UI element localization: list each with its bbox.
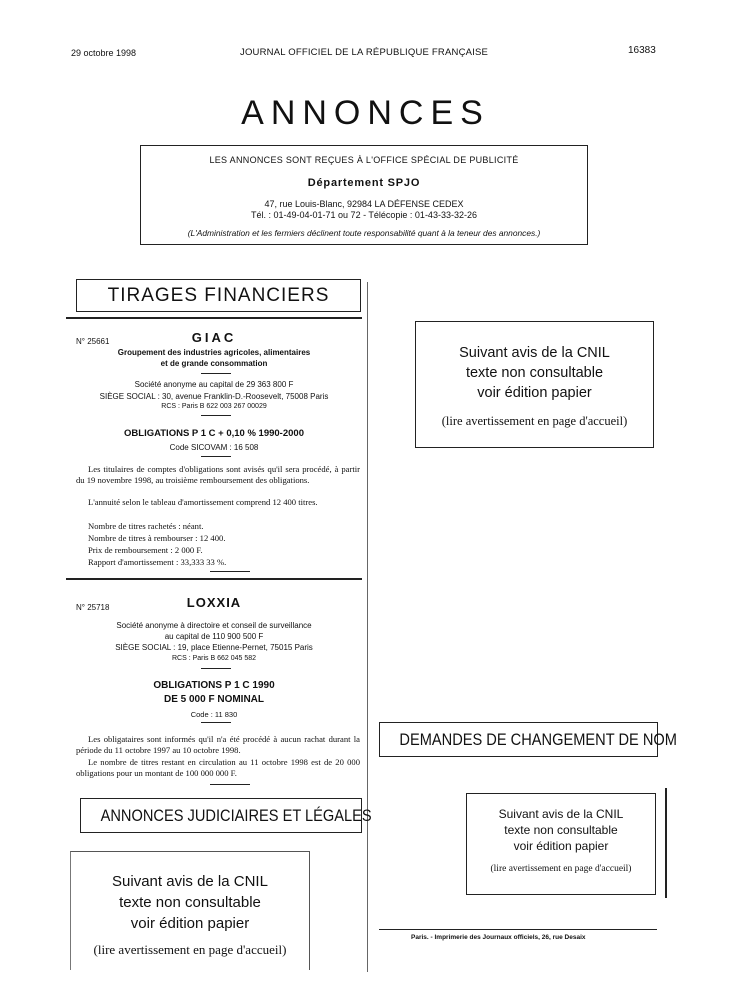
obligations-title: OBLIGATIONS P 1 C + 0,10 % 1990-2000 — [124, 428, 304, 439]
section-heading-judiciaires: ANNONCES JUDICIAIRES ET LÉGALES — [100, 806, 372, 825]
rule — [379, 929, 657, 930]
rule — [210, 784, 250, 785]
company-name: LOXXIA — [186, 595, 242, 610]
cnil-notice-box — [466, 793, 656, 895]
rule — [201, 373, 231, 374]
cnil-line: texte non consultable — [465, 365, 604, 381]
notice-line: Nombre de titres rachetés : néant. — [88, 521, 204, 531]
company-siege: SIÈGE SOCIAL : 30, avenue Franklin-D.-Roosevelt, 75008 Paris — [99, 392, 329, 401]
company-desc: Société anonyme à directoire et conseil de surveillance — [116, 621, 312, 630]
cnil-line: Suivant avis de la CNIL — [498, 807, 624, 821]
page-title: ANNONCES — [241, 94, 490, 132]
notice-number: N° 25718 — [76, 603, 110, 612]
info-line: LES ANNONCES SONT REÇUES À L'OFFICE SPÉCIAL DE PUBLICITÉ — [209, 155, 519, 165]
company-rcs: RCS : Paris B 662 045 582 — [171, 655, 257, 662]
rule — [201, 456, 231, 457]
company-capital: Société anonyme au capital de 29 363 800 F — [134, 380, 294, 389]
notice-paragraph: L'annuité selon le tableau d'amortissement comprend 12 400 titres. — [88, 497, 318, 507]
company-desc: Groupement des industries agricoles, alimentaires — [117, 348, 311, 357]
section-heading-tirages-box — [76, 279, 361, 312]
address: 47, rue Louis-Blanc, 92984 LA DÉFENSE CEDEX — [264, 199, 464, 209]
section-heading-changement-nom-box — [379, 722, 677, 757]
submission-info-box — [140, 145, 588, 245]
rule — [210, 571, 250, 572]
obligations-subtitle: DE 5 000 F NOMINAL — [163, 694, 265, 705]
cnil-line: Suivant avis de la CNIL — [459, 345, 610, 361]
margin-bar — [665, 788, 667, 898]
cnil-line: texte non consultable — [119, 894, 261, 911]
company-desc: et de grande consommation — [160, 359, 268, 368]
column-divider — [367, 282, 368, 972]
cnil-note: (lire avertissement en page d'accueil) — [441, 414, 628, 428]
cnil-line: voir édition papier — [130, 915, 250, 932]
company-capital: au capital de 110 900 500 F — [164, 632, 264, 641]
journal-name: JOURNAL OFFICIEL DE LA RÉPUBLIQUE FRANÇAISE — [240, 47, 489, 58]
rule — [201, 668, 231, 669]
rule — [201, 722, 231, 723]
company-siege: SIÈGE SOCIAL : 19, place Etienne-Pernet, 75015 Paris — [115, 643, 313, 652]
company-name: GIAC — [191, 330, 237, 345]
cnil-note: (lire avertissement en page d'accueil) — [93, 942, 287, 957]
cnil-line: Suivant avis de la CNIL — [112, 873, 268, 890]
printer-imprint: Paris. - Imprimerie des Journaux officiels, 26, rue Desaix — [411, 934, 586, 941]
obligations-code: Code : 11 830 — [190, 710, 238, 719]
notice-line: Prix de remboursement : 2 000 F. — [88, 545, 203, 555]
cnil-line: voir édition papier — [477, 385, 592, 401]
section-heading-tirages: TIRAGES FINANCIERS — [107, 285, 330, 306]
rule — [66, 578, 362, 580]
notice-number: N° 25661 — [76, 337, 110, 346]
rule — [66, 317, 362, 319]
company-rcs: RCS : Paris B 622 003 267 00029 — [161, 403, 267, 410]
cnil-line: voir édition papier — [513, 839, 609, 853]
notice-line: Nombre de titres à rembourser : 12 400. — [88, 533, 226, 543]
section-heading-changement-nom: DEMANDES DE CHANGEMENT DE NOM — [399, 730, 677, 749]
phone-fax: Tél. : 01-49-04-01-71 ou 72 - Télécopie : 01-43-33-32-26 — [251, 210, 477, 220]
obligations-code: Code SICOVAM : 16 508 — [169, 443, 259, 452]
rule — [201, 415, 231, 416]
notice-paragraph: Les obligataires sont informés qu'il n'a été procédé à aucun rachat durant la période du 11 octobre 1997 au 10 octobre 1998. — [76, 734, 360, 755]
cnil-notice-box — [415, 321, 654, 448]
page-number: 16383 — [628, 45, 656, 56]
department-name: Département SPJO — [307, 177, 421, 189]
disclaimer: (L'Administration et les fermiers déclinent toute responsabilité quant à la teneur des annonces.) — [187, 228, 541, 238]
cnil-note: (lire avertissement en page d'accueil) — [490, 864, 632, 874]
cnil-notice-box — [70, 851, 310, 970]
cnil-line: texte non consultable — [504, 823, 618, 837]
section-heading-judiciaires-box — [80, 798, 372, 833]
issue-date: 29 octobre 1998 — [71, 48, 137, 58]
notice-line: Rapport d'amortissement : 33,333 33 %. — [88, 557, 227, 567]
obligations-title: OBLIGATIONS P 1 C 1990 — [153, 680, 275, 691]
notice-paragraph: Les titulaires de comptes d'obligations sont avisés qu'il sera procédé, à partir du 19 novembre 1998, au troisième remboursement des obligations. — [76, 464, 360, 485]
notice-paragraph: Le nombre de titres restant en circulation au 11 octobre 1998 est de 20 000 obligations pour un montant de 100 000 000 F. — [76, 757, 360, 778]
